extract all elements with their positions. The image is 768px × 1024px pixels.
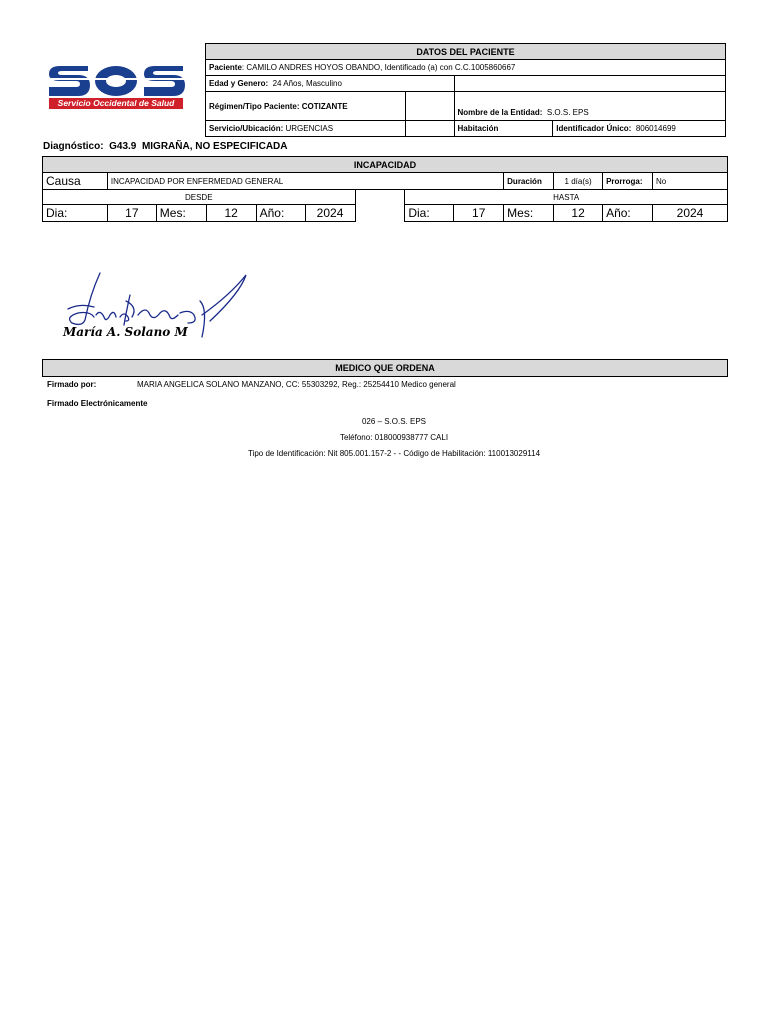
to-day-label: Dia: xyxy=(405,205,454,222)
age-label: Edad y Genero: xyxy=(209,79,269,88)
age-value: 24 Años, Masculino xyxy=(272,79,342,88)
extension-label-text: Prorroga: xyxy=(606,176,643,186)
empty-cell xyxy=(405,121,454,137)
to-month-label: Mes: xyxy=(504,205,554,222)
identifier-label: Identificador Único: xyxy=(556,124,632,133)
room-label: Habitación xyxy=(457,124,499,133)
from-month-value: 12 xyxy=(206,205,256,222)
extension-value: No xyxy=(653,173,728,190)
identifier-cell xyxy=(553,121,726,137)
incapacity-header: INCAPACIDAD xyxy=(43,157,728,173)
service-label: Servicio/Ubicación: xyxy=(209,124,284,133)
signed-by-value: MARIA ANGELICA SOLANO MANZANO, CC: 55303292, Reg.: 25254410 Medico general xyxy=(137,380,456,389)
ordering-doctor-header: MEDICO QUE ORDENA xyxy=(42,359,728,377)
duration-value: 1 día(s) xyxy=(554,173,603,190)
phone-line: Teléfono: 018000938777 CALI xyxy=(339,433,449,442)
duration-label-text: Duración xyxy=(507,176,542,186)
regimen-cell xyxy=(206,92,406,121)
patient-header: DATOS DEL PACIENTE xyxy=(206,44,726,60)
from-header: DESDE xyxy=(43,190,356,205)
empty-cell xyxy=(405,92,454,121)
service-value: URGENCIAS xyxy=(285,124,334,133)
spacer-cell xyxy=(355,205,405,222)
empty-cell xyxy=(454,76,726,92)
sos-logo xyxy=(46,60,186,112)
entity-cell xyxy=(454,92,726,121)
signed-by-label: Firmado por: xyxy=(47,380,97,389)
from-year-value: 2024 xyxy=(305,205,355,222)
diagnosis-code: G43.9 xyxy=(109,141,137,152)
diagnosis-desc: MIGRAÑA, NO ESPECIFICADA xyxy=(141,141,288,152)
entity-line: 026 – S.O.S. EPS xyxy=(361,417,427,426)
regimen-value: COTIZANTE xyxy=(301,101,348,111)
to-header: HASTA xyxy=(405,190,728,205)
from-day-value: 17 xyxy=(107,205,156,222)
logo-tagline: Servicio Occidental de Salud xyxy=(49,98,183,109)
regimen-label: Régimen/Tipo Paciente: xyxy=(209,101,300,111)
to-year-value: 2024 xyxy=(653,205,728,222)
cause-value: INCAPACIDAD POR ENFERMEDAD GENERAL xyxy=(107,173,503,190)
identification-line: Tipo de Identificación: Nit 805.001.157-2 - - Código de Habilitación: 110013029114 xyxy=(247,449,541,458)
patient-label: Paciente xyxy=(209,63,242,72)
to-month-value: 12 xyxy=(554,205,603,222)
diagnosis-line xyxy=(43,141,288,152)
patient-data-table xyxy=(205,43,726,137)
identifier-value: 806014699 xyxy=(635,124,676,133)
spacer-cell xyxy=(355,190,405,205)
sos-wordmark-icon xyxy=(46,60,186,102)
from-day-label: Dia: xyxy=(43,205,108,222)
extension-label xyxy=(603,173,653,190)
signature-name: María A. Solano M xyxy=(63,325,188,339)
cause-label: Causa xyxy=(43,173,108,190)
to-day-value: 17 xyxy=(454,205,504,222)
to-year-label: Año: xyxy=(603,205,653,222)
from-year-label: Año: xyxy=(256,205,305,222)
signed-electronically: Firmado Electrónicamente xyxy=(47,399,148,408)
room-cell xyxy=(454,121,553,137)
patient-value: : CAMILO ANDRES HOYOS OBANDO, Identificado (a) con C.C.1005860667 xyxy=(241,63,516,72)
service-cell xyxy=(206,121,406,137)
entity-label: Nombre de la Entidad: xyxy=(457,108,543,117)
patient-name-row xyxy=(206,60,726,76)
from-month-label: Mes: xyxy=(156,205,206,222)
incapacity-table xyxy=(42,156,728,222)
duration-label xyxy=(504,173,554,190)
entity-value: S.O.S. EPS xyxy=(546,108,589,117)
diagnosis-label: Diagnóstico: xyxy=(43,141,104,152)
age-gender-cell xyxy=(206,76,455,92)
